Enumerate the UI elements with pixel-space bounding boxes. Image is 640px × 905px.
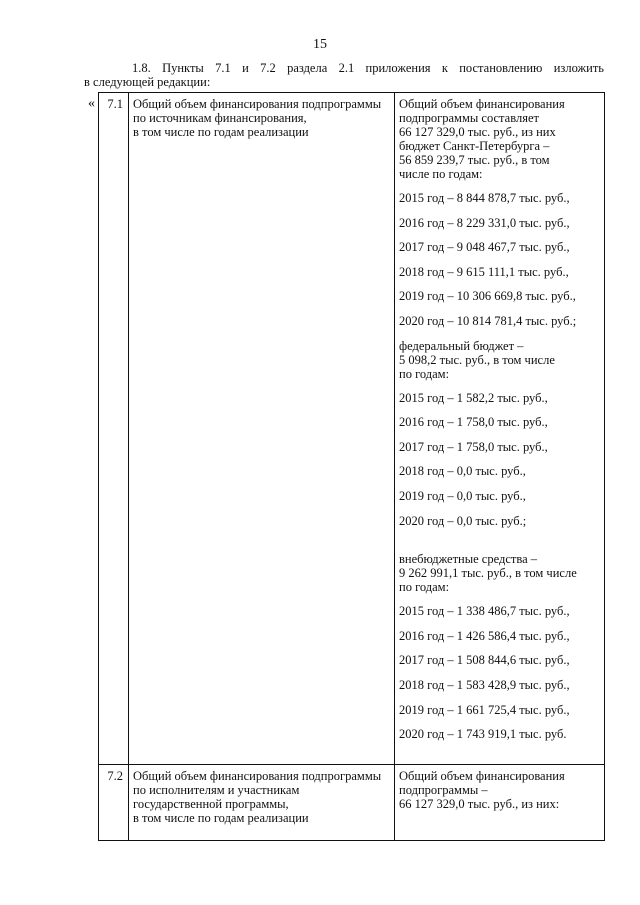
year-line: 2020 год – 10 814 781,4 тыс. руб.; xyxy=(399,313,577,328)
year-line: 2018 год – 9 615 111,1 тыс. руб., xyxy=(399,264,569,279)
text-line: 56 859 239,7 тыс. руб., в том xyxy=(399,153,550,167)
table-row xyxy=(99,765,605,841)
intro-line-1: 1.8. Пункты 7.1 и 7.2 раздела 2.1 приложения к постановлению изложить xyxy=(132,61,604,75)
year-line: 2015 год – 1 582,2 тыс. руб., xyxy=(399,390,548,405)
year-line: 2018 год – 1 583 428,9 тыс. руб., xyxy=(399,677,570,692)
table-row xyxy=(99,93,605,765)
year-line: 2019 год – 1 661 725,4 тыс. руб., xyxy=(399,702,570,717)
row-value-cell xyxy=(395,765,605,841)
text-line: подпрограммы – xyxy=(399,783,488,797)
row-label-line: в том числе по годам реализации xyxy=(133,125,309,139)
row-label-line: по источникам финансирования, xyxy=(133,111,307,125)
row-label-line: государственной программы, xyxy=(133,797,289,811)
intro-line-2: в следующей редакции: xyxy=(84,75,211,89)
year-line: 2016 год – 8 229 331,0 тыс. руб., xyxy=(399,215,570,230)
text-line: 66 127 329,0 тыс. руб., из них xyxy=(399,125,556,139)
extrabudgetary-intro xyxy=(399,552,600,594)
total-intro xyxy=(399,97,600,181)
row-label-line: по исполнителям и участникам xyxy=(133,783,300,797)
year-line: 2017 год – 1 508 844,6 тыс. руб., xyxy=(399,653,570,668)
row-label-cell xyxy=(129,93,395,765)
financing-table xyxy=(98,92,605,841)
year-line: 2018 год – 0,0 тыс. руб., xyxy=(399,464,526,479)
federal-intro xyxy=(399,339,600,381)
row-label-line: Общий объем финансирования подпрограммы xyxy=(133,97,382,111)
year-line: 2015 год – 1 338 486,7 тыс. руб., xyxy=(399,604,570,619)
row-value-cell xyxy=(395,93,605,765)
year-line: 2017 год – 9 048 467,7 тыс. руб., xyxy=(399,240,570,255)
text-line: по годам: xyxy=(399,580,450,595)
text-line: 9 262 991,1 тыс. руб., в том числе xyxy=(399,566,577,581)
year-line: 2020 год – 0,0 тыс. руб.; xyxy=(399,513,527,528)
text-line: 5 098,2 тыс. руб., в том числе xyxy=(399,352,555,367)
text-line: бюджет Санкт-Петербурга – xyxy=(399,139,550,153)
text-line: внебюджетные средства – xyxy=(399,552,538,567)
year-line: 2016 год – 1 426 586,4 тыс. руб., xyxy=(399,628,570,643)
year-line: 2017 год – 1 758,0 тыс. руб., xyxy=(399,439,548,454)
year-line: 2016 год – 1 758,0 тыс. руб., xyxy=(399,415,548,430)
row-label-cell xyxy=(129,765,395,841)
year-line: 2019 год – 10 306 669,8 тыс. руб., xyxy=(399,289,576,304)
year-line: 2015 год – 8 844 878,7 тыс. руб., xyxy=(399,191,570,205)
page-number: 15 xyxy=(313,37,327,52)
year-line: 2019 год – 0,0 тыс. руб., xyxy=(399,488,526,503)
text-line: по годам: xyxy=(399,366,450,381)
text-line: 66 127 329,0 тыс. руб., из них: xyxy=(399,797,560,811)
row-label-line: Общий объем финансирования подпрограммы xyxy=(133,769,382,783)
year-line: 2020 год – 1 743 919,1 тыс. руб. xyxy=(399,727,567,742)
text-line: Общий объем финансирования xyxy=(399,769,565,783)
text-line: подпрограммы составляет xyxy=(399,111,539,125)
text-line: Общий объем финансирования xyxy=(399,97,565,111)
intro-paragraph xyxy=(84,61,604,89)
row-label-line: в том числе по годам реализации xyxy=(133,811,309,825)
text-line: числе по годам: xyxy=(399,167,483,181)
row-number: 7.1 xyxy=(99,93,129,765)
text-line: федеральный бюджет – xyxy=(399,338,524,353)
row-number: 7.2 xyxy=(99,765,129,841)
opening-quote-mark: « xyxy=(88,96,95,111)
